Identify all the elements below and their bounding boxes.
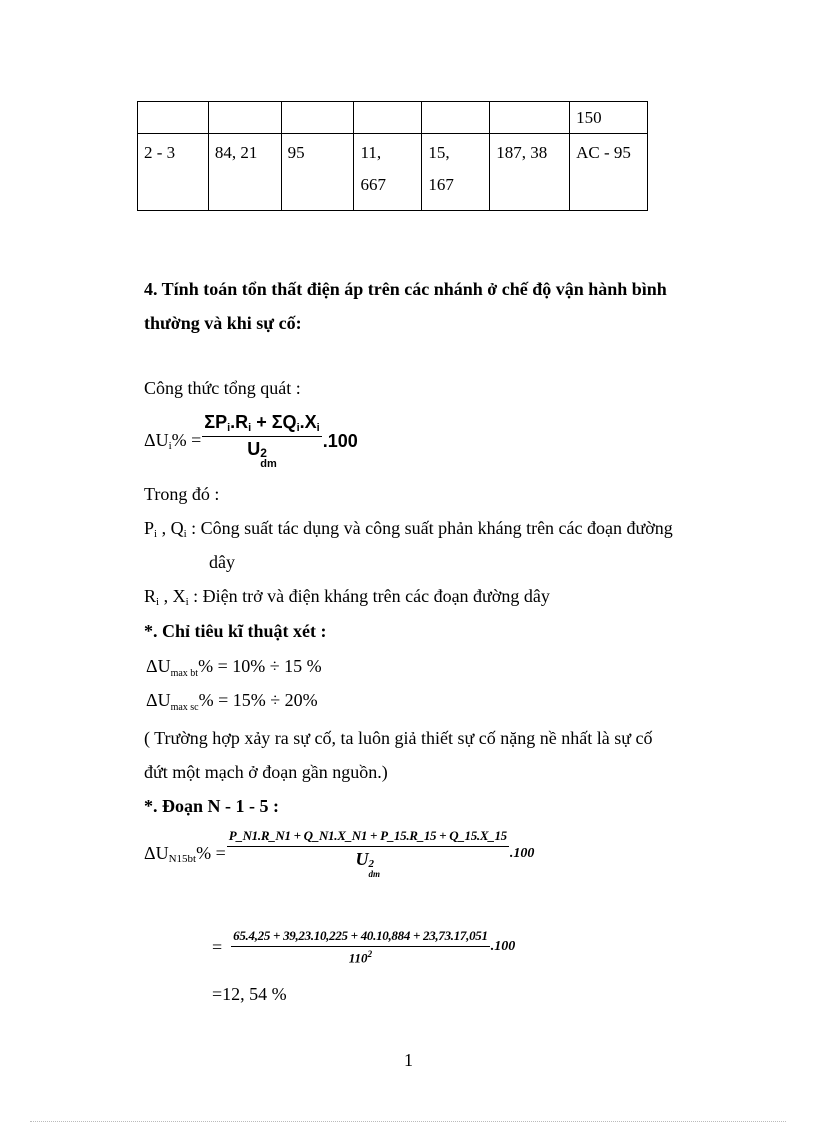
- table-cell-text: 84, 21: [214, 143, 258, 162]
- definition-p-q-cont: dây: [209, 552, 235, 572]
- table-cell: [208, 102, 281, 134]
- section-heading-line2: thường và khi sự cố:: [144, 313, 302, 333]
- segment-label: *. Đoạn N - 1 - 5 :: [144, 796, 279, 816]
- table-cell-text: 187, 38: [496, 143, 548, 162]
- where-label: Trong đó :: [144, 484, 220, 504]
- formula2-denominator: U 2 dm: [355, 849, 381, 879]
- section-heading-line1: 4. Tính toán tổn thất điện áp trên các nhánh ở chế độ vận hành bình: [144, 279, 667, 299]
- formula1-lhs: $\Delta U_i\%$ =: [144, 430, 202, 452]
- definition-r-x: $R_i$ , $X_i$ : Điện trở và điện kháng trên các đoạn đường dây: [144, 586, 550, 608]
- table-cell-text: 95: [287, 143, 305, 162]
- data-table: [137, 101, 648, 211]
- table-body: [138, 102, 648, 211]
- table-cell: [570, 102, 648, 134]
- table-cell: [281, 102, 354, 134]
- criteria-label: *. Chỉ tiêu kĩ thuật xét :: [144, 621, 327, 641]
- formula2-tail: .100: [509, 845, 535, 861]
- formula3-numerator: 65.4,25 + 39,23.10,225 + 40.10,884 + 23,73.17,051: [231, 928, 490, 947]
- formula3-tail: .100: [490, 939, 516, 955]
- formula2-numerator: P_N1.R_N1 + Q_N1.X_N1 + P_15.R_15 + Q_15.X_15: [227, 828, 509, 847]
- general-formula-label: Công thức tổng quát :: [144, 378, 301, 398]
- formula2-lhs: $\Delta U_{N15bt}\%$ =: [144, 842, 226, 865]
- section-heading: [144, 272, 704, 340]
- formula3-denominator: $110^2$: [348, 949, 373, 966]
- table-cell: [490, 102, 570, 134]
- table-cell: [281, 134, 354, 211]
- table-cell-text: 667: [360, 175, 386, 194]
- formula1-denominator: U 2 dm: [247, 439, 277, 470]
- formula3-fraction: [231, 928, 490, 966]
- formula3-eq: =: [212, 936, 223, 957]
- table-cell-text: 2 - 3: [144, 143, 176, 162]
- table-row: [138, 102, 648, 134]
- formula1-fraction: [202, 412, 321, 470]
- page-number: 1: [404, 1050, 413, 1070]
- table-cell: [354, 102, 422, 134]
- general-formula: [144, 412, 358, 470]
- table-cell: [138, 102, 209, 134]
- table-cell-text: 15,: [428, 143, 450, 162]
- table-cell: [422, 102, 490, 134]
- criteria-fault: $\Delta U_{max sc}\% = 15\% \div 20\%$: [146, 690, 318, 713]
- criteria-normal: $\Delta U_{max bt}\% = 10\% \div 15$ %: [146, 656, 322, 679]
- table-cell: [208, 134, 281, 211]
- table-cell: [138, 134, 209, 211]
- table-cell-text: 150: [576, 108, 602, 127]
- note-line2: đứt một mạch ở đoạn gần nguồn.): [144, 762, 388, 782]
- formula1-numerator: $\Sigma P_i.R_i + \Sigma Q_i.X_i$: [202, 412, 321, 437]
- definition-p-q: $P_i$ , $Q_i$ : Công suất tác dụng và công suất phản kháng trên các đoạn đường: [144, 518, 673, 540]
- note-line1: ( Trường hợp xảy ra sự cố, ta luôn giả thiết sự cố nặng nề nhất là sự cố: [144, 728, 653, 748]
- segment-formula: [144, 828, 534, 879]
- table-cell-text: 167: [428, 175, 454, 194]
- result-value: =12, 54 %: [212, 984, 287, 1004]
- table-cell: [422, 134, 490, 211]
- bottom-divider: [30, 1121, 786, 1122]
- table-cell-text: 11,: [360, 143, 382, 162]
- table-cell: [490, 134, 570, 211]
- table-row: [138, 134, 648, 211]
- formula2-fraction: [227, 828, 509, 879]
- formula1-tail: .100: [322, 430, 358, 451]
- table-cell: [570, 134, 648, 211]
- table-cell-text: AC - 95: [576, 143, 631, 162]
- numeric-formula: [212, 928, 515, 966]
- table-cell: [354, 134, 422, 211]
